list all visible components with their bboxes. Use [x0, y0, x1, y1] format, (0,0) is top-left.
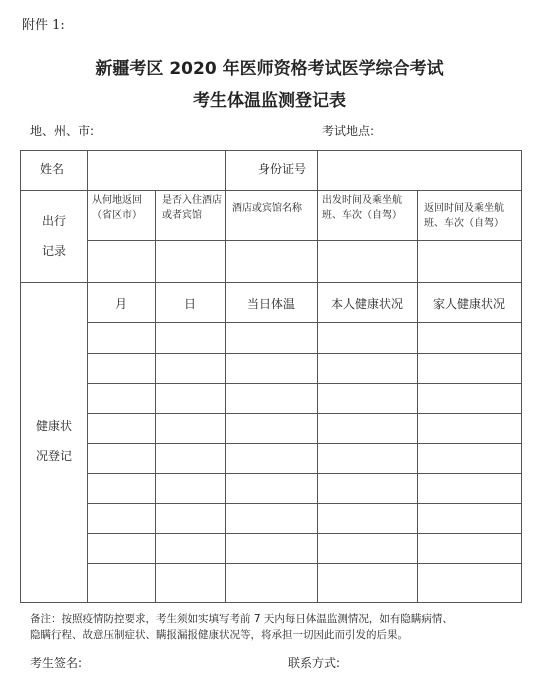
health-row-divider-8: [87, 563, 521, 564]
form-title-line2: 考生体温监测登记表: [193, 91, 346, 111]
health-row-divider-1: [87, 353, 521, 354]
health-label-line1: 健康状: [36, 419, 73, 433]
health-col-divider-1: [225, 282, 226, 602]
health-col-divider-2: [317, 282, 318, 602]
table-border-right: [521, 150, 522, 603]
travel-label-line2: 记录: [42, 244, 67, 258]
health-row-divider-2: [87, 383, 521, 384]
travel-header-bottom: [87, 240, 521, 241]
label-column-divider: [87, 150, 88, 602]
table-border-bottom: [20, 602, 521, 603]
attachment-label: 附件 1:: [22, 18, 65, 33]
health-row-divider-5: [87, 473, 521, 474]
row-divider-name: [20, 190, 521, 191]
travel-header-hotel-name: 酒店或宾馆名称: [232, 203, 302, 214]
name-id-divider: [225, 150, 226, 190]
travel-header-departure: 出发时间及乘坐航班、车次（自驾）: [322, 195, 402, 221]
health-label-line2: 况登记: [36, 449, 73, 463]
health-header-temperature: 当日体温: [246, 297, 295, 311]
travel-section-bottom: [20, 282, 521, 283]
health-col-divider-0: [155, 282, 156, 602]
travel-label-line1: 出行: [42, 214, 67, 228]
health-row-divider-7: [87, 533, 521, 534]
note-text: [30, 611, 525, 643]
travel-header-hotel-stay: 是否入住酒店或者宾馆: [162, 195, 222, 221]
id-number-label: 身份证号: [258, 162, 307, 176]
health-row-divider-6: [87, 503, 521, 504]
health-header-self-status: 本人健康状况: [330, 297, 403, 311]
contact-label: 联系方式:: [288, 656, 341, 670]
health-row-divider-4: [87, 443, 521, 444]
table-border-top: [20, 150, 521, 151]
health-header-day: 日: [183, 297, 196, 311]
form-title-line1: 新疆考区 2020 年医师资格考试医学综合考试: [95, 59, 444, 79]
health-header-month: 月: [114, 297, 127, 311]
table-border-left: [20, 150, 21, 602]
travel-col-divider-1: [225, 190, 226, 282]
signature-label: 考生签名:: [30, 656, 83, 670]
health-header-family-status: 家人健康状况: [432, 297, 505, 311]
id-label-divider: [317, 150, 318, 190]
travel-header-origin: 从何地返回（省区市）: [92, 195, 142, 221]
travel-col-divider-2: [317, 190, 318, 282]
note-line2: 隐瞒行程、故意压制症状、瞒报漏报健康状况等，将承担一切因此而引发的后果。: [30, 629, 408, 641]
name-label: 姓名: [40, 162, 65, 176]
region-label: 地、州、市:: [30, 124, 95, 138]
note-line1: 备注：按照疫情防控要求，考生须如实填写考前 7 天内每日体温监测情况，如有隐瞒病情、: [30, 613, 453, 625]
health-col-divider-3: [417, 282, 418, 602]
health-row-divider-0: [87, 322, 521, 323]
exam-location-label: 考试地点:: [322, 124, 375, 138]
travel-col-divider-0: [155, 190, 156, 282]
health-row-divider-3: [87, 413, 521, 414]
travel-col-divider-3: [417, 190, 418, 282]
travel-header-return: 返回时间及乘坐航班、车次（自驾）: [424, 203, 504, 229]
